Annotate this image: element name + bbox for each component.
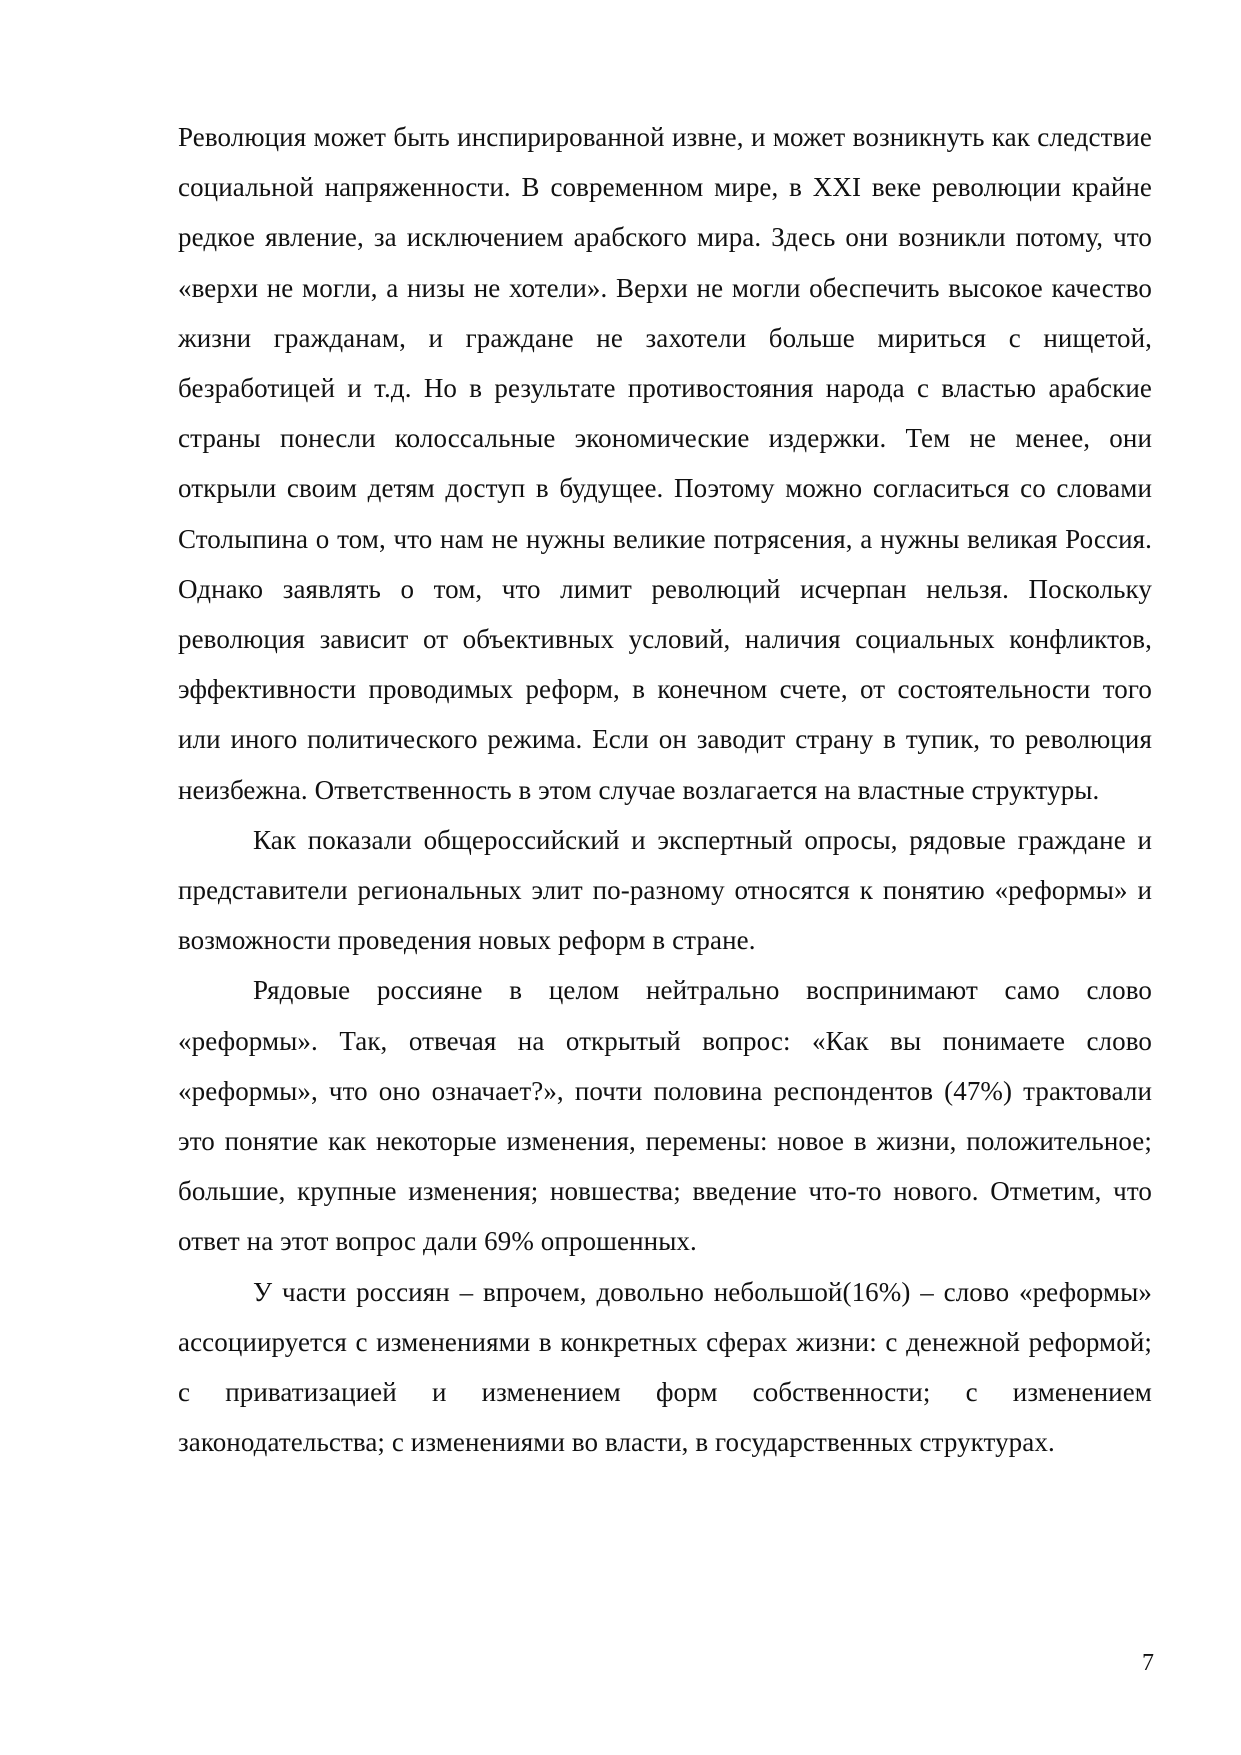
body-text — [178, 112, 1152, 1467]
paragraph-specific-spheres: У части россиян – впрочем, довольно небольшой(16%) – слово «реформы» ассоциируется с изменениями в конкретных сферах жизни: с денежной реформой; с приватизацией и изменением форм собственности; с изменением законодательства; с изменениями во власти, в государственных структурах. — [178, 1276, 1152, 1458]
paragraph-surveys: Как показали общероссийский и экспертный опросы, рядовые граждане и представители региональных элит по-разному относятся к понятию «реформы» и возможности проведения новых реформ в стране. — [178, 824, 1152, 956]
paragraph-revolution: Революция может быть инспирированной извне, и может возникнуть как следствие социальной напряженности. В современном мире, в XXI веке революции крайне редкое явление, за исключением арабского мира. Здесь они возникли потому, что «верхи не могли, а низы не хотели». Верхи не могли обеспечить высокое качество жизни гражданам, и граждане не захотели больше мириться с нищетой, безработицей и т.д. Но в результате противостояния народа с властью арабские страны понесли колоссальные экономические издержки. Тем не менее, они открыли своим детям доступ в будущее. Поэтому можно согласиться со словами Столыпина о том, что нам не нужны великие потрясения, а нужны великая Россия. Однако заявлять о том, что лимит революций исчерпан нельзя. Поскольку революция зависит от объективных условий, наличия социальных конфликтов, эффективности проводимых реформ, в конечном счете, от состоятельности того или иного политического режима. Если он заводит страну в тупик, то революция неизбежна. Ответственность в этом случае возлагается на властные структуры. — [178, 122, 1152, 805]
page-number: 7 — [1142, 1650, 1154, 1676]
paragraph-neutral-perception: Рядовые россияне в целом нейтрально воспринимают само слово «реформы». Так, отвечая на открытый вопрос: «Как вы понимаете слово «реформы», что оно означает?», почти половина респондентов (47%) трактовали это понятие как некоторые изменения, перемены: новое в жизни, положительное; большие, крупные изменения; новшества; введение что-то нового. Отметим, что ответ на этот вопрос дали 69% опрошенных. — [178, 975, 1152, 1257]
